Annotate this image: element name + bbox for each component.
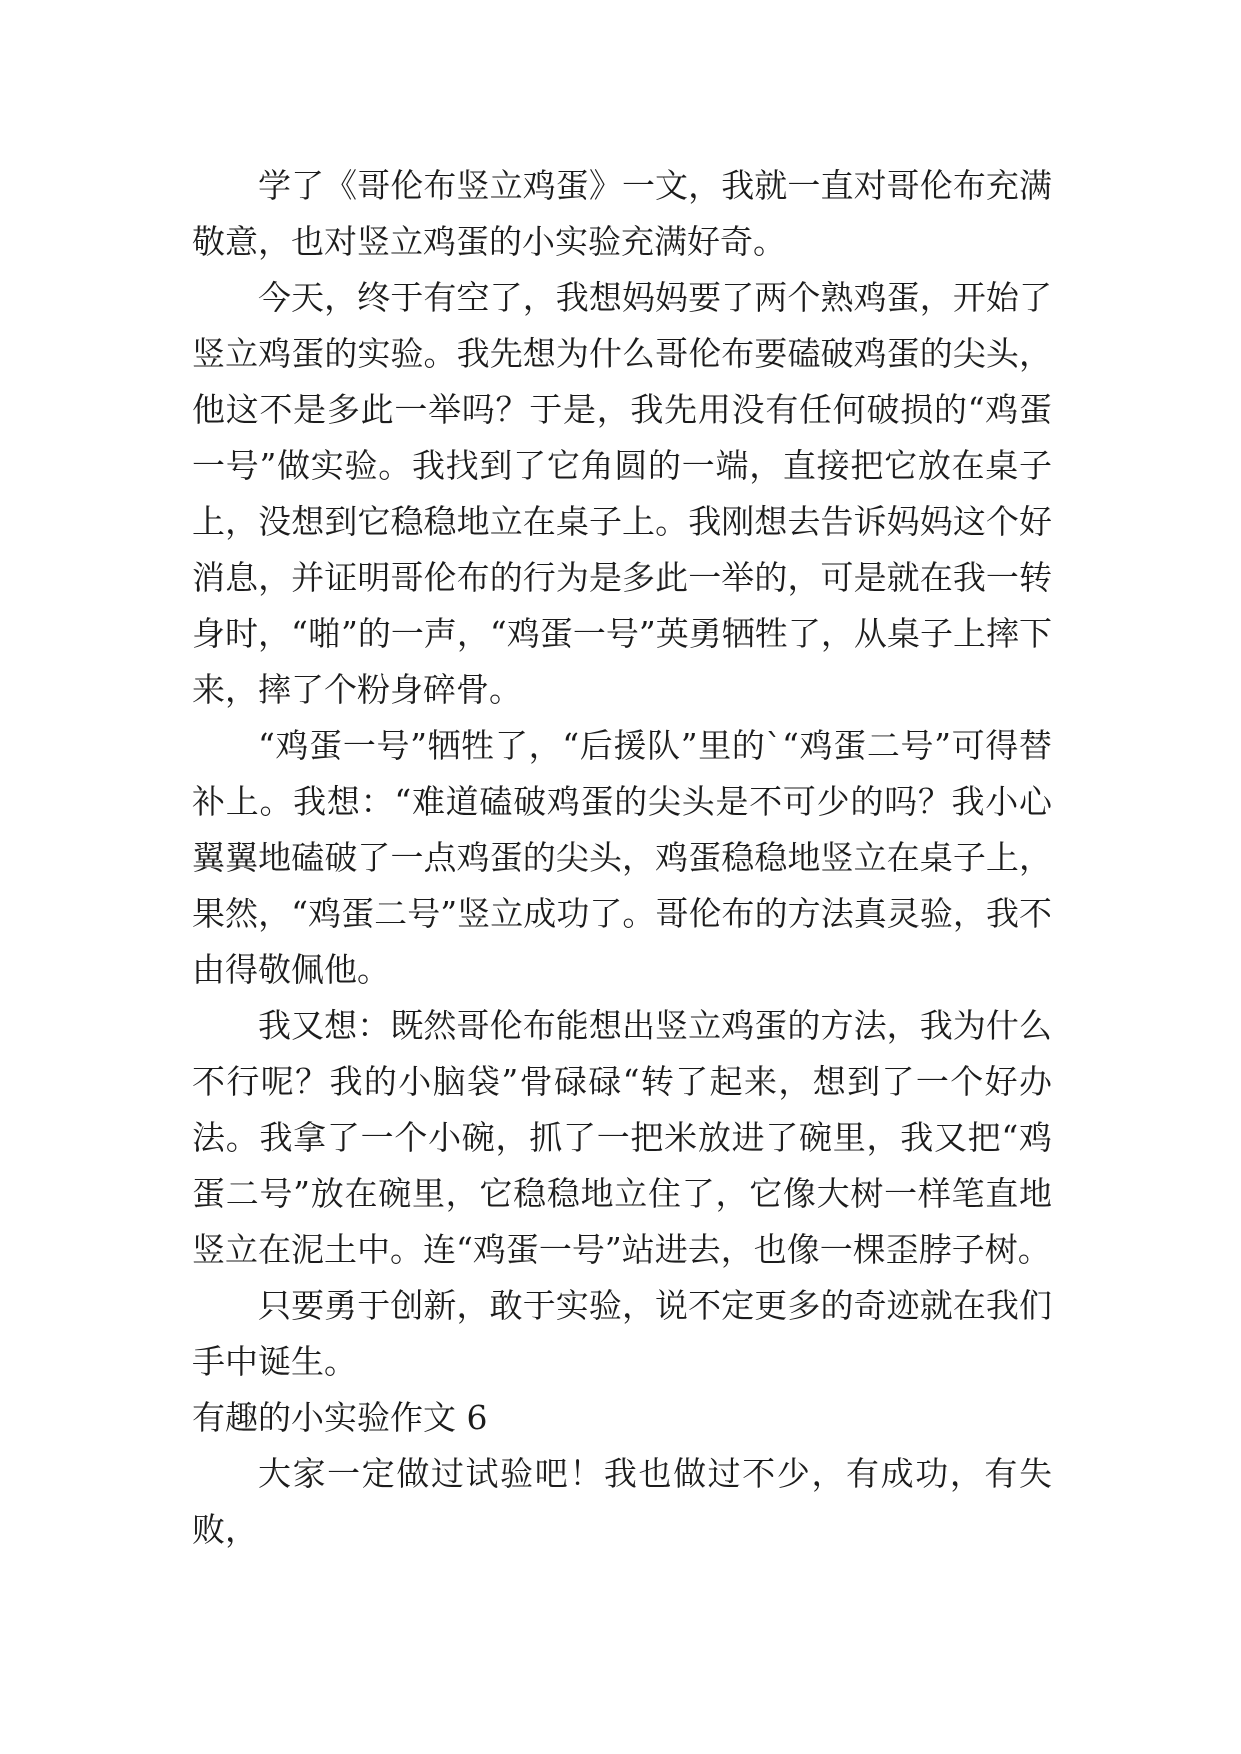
paragraph-intro: 学了《哥伦布竖立鸡蛋》一文，我就一直对哥伦布充满敬意，也对竖立鸡蛋的小实验充满好奇。 xyxy=(192,166,1052,261)
paragraph-second-egg: “鸡蛋一号”牺牲了，“后援队”里的`“鸡蛋二号”可得替补上。我想：“难道磕破鸡蛋的尖头是不可少的吗？我小心翼翼地磕破了一点鸡蛋的尖头，鸡蛋稳稳地竖立在桌子上，果然，“鸡蛋二号”竖立成功了。哥伦布的方法真灵验，我不由得敬佩他。 xyxy=(192,726,1052,989)
document-body xyxy=(192,158,1052,1558)
paragraph-next-essay-start: 大家一定做过试验吧！我也做过不少，有成功，有失败， xyxy=(192,1454,1052,1549)
paragraph-bowl-method: 我又想：既然哥伦布能想出竖立鸡蛋的方法，我为什么不行呢？我的小脑袋”骨碌碌“转了起来，想到了一个好办法。我拿了一个小碗，抓了一把米放进了碗里，我又把“鸡蛋二号”放在碗里，它稳稳地立住了，它像大树一样笔直地竖立在泥土中。连“鸡蛋一号”站进去，也像一棵歪脖子树。 xyxy=(192,1006,1052,1269)
essay-heading: 有趣的小实验作文 6 xyxy=(192,1398,488,1437)
paragraph-first-egg: 今天，终于有空了，我想妈妈要了两个熟鸡蛋，开始了竖立鸡蛋的实验。我先想为什么哥伦布要磕破鸡蛋的尖头，他这不是多此一举吗？于是，我先用没有任何破损的“鸡蛋一号”做实验。我找到了它角圆的一端，直接把它放在桌子上，没想到它稳稳地立在桌子上。我刚想去告诉妈妈这个好消息，并证明哥伦布的行为是多此一举的，可是就在我一转身时，“啪”的一声，“鸡蛋一号”英勇牺牲了，从桌子上摔下来，摔了个粉身碎骨。 xyxy=(192,278,1052,709)
paragraph-conclusion: 只要勇于创新，敢于实验，说不定更多的奇迹就在我们手中诞生。 xyxy=(192,1286,1052,1381)
